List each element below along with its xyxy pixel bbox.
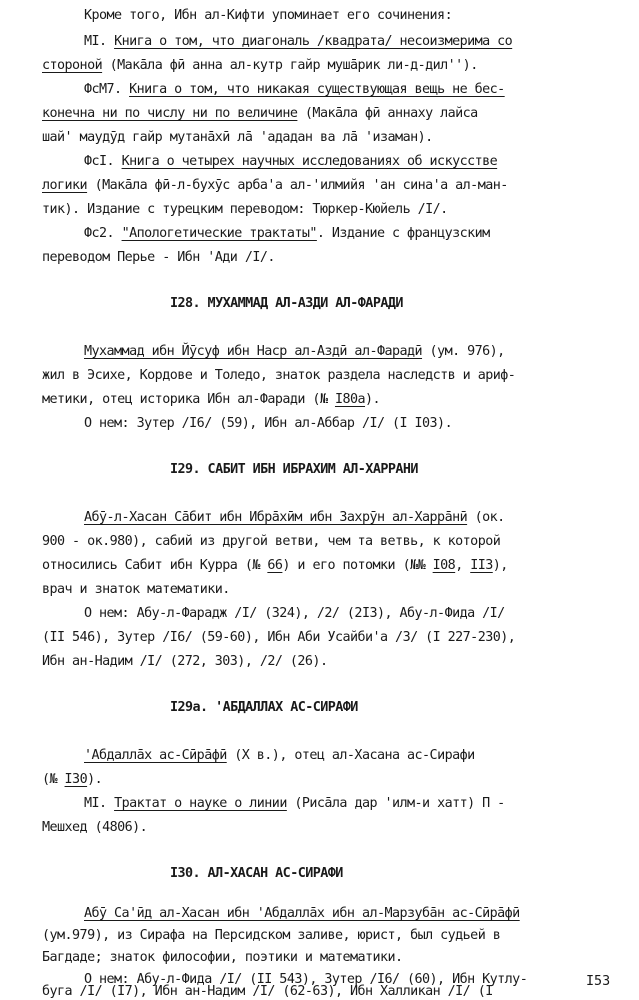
- work-transliteration: (Макāла фӣ аннаху лайса: [297, 106, 478, 121]
- work-number: MI.: [84, 34, 115, 49]
- work-entry: [84, 152, 639, 172]
- text-line: [84, 508, 639, 528]
- text-line: [42, 770, 639, 790]
- text-line: ).: [365, 392, 381, 407]
- text-line: жил в Эсихе, Кордове и Толедо, знаток раздела наследств и ариф-: [42, 368, 516, 383]
- work-title: Книга о том, что диагональ /квадрата/ несоизмерима со: [114, 34, 513, 49]
- text-line: относились Сабит ибн Курра (№: [42, 558, 268, 573]
- work-number: ФсМ7.: [84, 82, 130, 97]
- text-line: [42, 56, 639, 76]
- work-number: Фс2.: [84, 226, 122, 241]
- work-entry: [84, 80, 639, 100]
- text-line: ),: [492, 558, 508, 573]
- text-line: [42, 556, 639, 576]
- text-line: шай' маудӯд гайр мутанāхӣ лā 'ададан ва лā 'изаман).: [42, 130, 433, 145]
- work-entry: [84, 32, 639, 52]
- cross-reference-link[interactable]: I08: [432, 558, 456, 573]
- text-line: переводом Перье - Ибн 'Ади /I/.: [42, 250, 275, 265]
- text-line: (II 546), Зутер /I6/ (59-60), Ибн Аби Усайби'а /3/ (I 227-230),: [42, 630, 516, 645]
- text-line: Кроме того, Ибн ал-Кифти упоминает его сочинения:: [84, 8, 453, 23]
- work-transliteration: (Макāла фӣ анна ал-кутр гайр мушāрик ли-д-дил'').: [102, 58, 478, 73]
- text-line: (ум.979), из Сирафа на Персидском заливе, юрист, был судьей в: [42, 928, 501, 943]
- cross-reference-link[interactable]: I80а: [334, 392, 366, 407]
- text-line: ,: [455, 558, 471, 573]
- person-name: Мухаммад ибн Йӯсуф ибн Наср ал-Аздӣ ал-Фарадӣ: [84, 344, 423, 359]
- text-line: [42, 104, 639, 124]
- text-line: Мешхед (4806).: [42, 820, 148, 835]
- text-line: буга /I/ (I7), Ибн ан-Надим /I/ (62-63), Ибн Халликан /I/ (I: [42, 984, 493, 999]
- work-entry: [84, 794, 639, 814]
- text-line: Ибн ан-Надим /I/ (272, 303), /2/ (26).: [42, 654, 328, 669]
- text-line: метики, отец историка Ибн ал-Фаради (№: [42, 392, 335, 407]
- cross-reference-link[interactable]: II3: [470, 558, 493, 573]
- text-line: ).: [87, 772, 103, 787]
- section-heading: I29а. 'АБДАЛЛАХ АС-СИРАФИ: [170, 700, 358, 715]
- text-line: (ум. 976),: [422, 344, 505, 359]
- text-line: (ок.: [467, 510, 505, 525]
- section-heading: I29. САБИТ ИБН ИБРАХИМ АЛ-ХАРРАНИ: [170, 462, 418, 477]
- text-line: [84, 746, 639, 766]
- text-line: О нем: Абу-л-Фида /I/ (II 543), Зутер /I6/ (60), Ибн Кутлу-: [84, 972, 528, 987]
- text-line: (№: [42, 772, 65, 787]
- work-title: стороной: [42, 58, 103, 73]
- work-entry: [84, 224, 639, 244]
- text-line: ) и его потомки (№№: [282, 558, 433, 573]
- person-name: Абӯ Са'ӣд ал-Хасан ибн 'Абдаллāх ибн ал-Марзубāн ас-Сӣрāфӣ: [84, 906, 520, 921]
- text-line: [42, 176, 639, 196]
- work-title: Трактат о науке о линии: [114, 796, 287, 811]
- section-heading: I28. МУХАММАД АЛ-АЗДИ АЛ-ФАРАДИ: [170, 296, 403, 311]
- work-transliteration: (Макāла фӣ-л-бухӯс арба'а ал-'илмийя 'ан сина'а ал-ман-: [87, 178, 508, 193]
- text-line: (Х в.), отец ал-Хасана ас-Сирафи: [226, 748, 475, 763]
- work-title: Книга о том, что никакая существующая вещь не бес-: [129, 82, 505, 97]
- text-line: [84, 904, 639, 924]
- text-line: [84, 342, 639, 362]
- cross-reference-link[interactable]: I30: [64, 772, 88, 787]
- text-line: . Издание с французским: [316, 226, 490, 241]
- work-number: MI.: [84, 796, 115, 811]
- work-title: Книга о четырех научных исследованиях об искусстве: [121, 154, 498, 169]
- text-line: тик). Издание с турецким переводом: Тюркер-Кюйель /I/.: [42, 202, 448, 217]
- cross-reference-link[interactable]: 66: [267, 558, 283, 573]
- section-heading: I30. АЛ-ХАСАН АС-СИРАФИ: [170, 866, 343, 881]
- work-number: ФсI.: [84, 154, 122, 169]
- text-line: О нем: Зутер /I6/ (59), Ибн ал-Аббар /I/ (I I03).: [84, 416, 453, 431]
- text-line: 900 - ок.980), сабий из другой ветви, чем та ветвь, к которой: [42, 534, 501, 549]
- page-number: I53: [586, 974, 611, 989]
- work-transliteration: (Рисāла дар 'илм-и хатт) П -: [286, 796, 505, 811]
- work-title: логики: [42, 178, 88, 193]
- text-line: Багдаде; знаток философии, поэтики и математики.: [42, 950, 403, 965]
- person-name: 'Абдаллāх ас-Сӣрāфӣ: [84, 748, 227, 763]
- work-title: "Апологетические трактаты": [121, 226, 317, 241]
- text-line: О нем: Абу-л-Фарадж /I/ (324), /2/ (2I3), Абу-л-Фида /I/: [84, 606, 505, 621]
- text-line: врач и знаток математики.: [42, 582, 230, 597]
- text-line: [42, 390, 639, 410]
- person-name: Абӯ-л-Хасан Сāбит ибн Ибрāхӣм ибн Захрӯн ал-Харрāнӣ: [84, 510, 468, 525]
- work-title: конечна ни по числу ни по величине: [42, 106, 298, 121]
